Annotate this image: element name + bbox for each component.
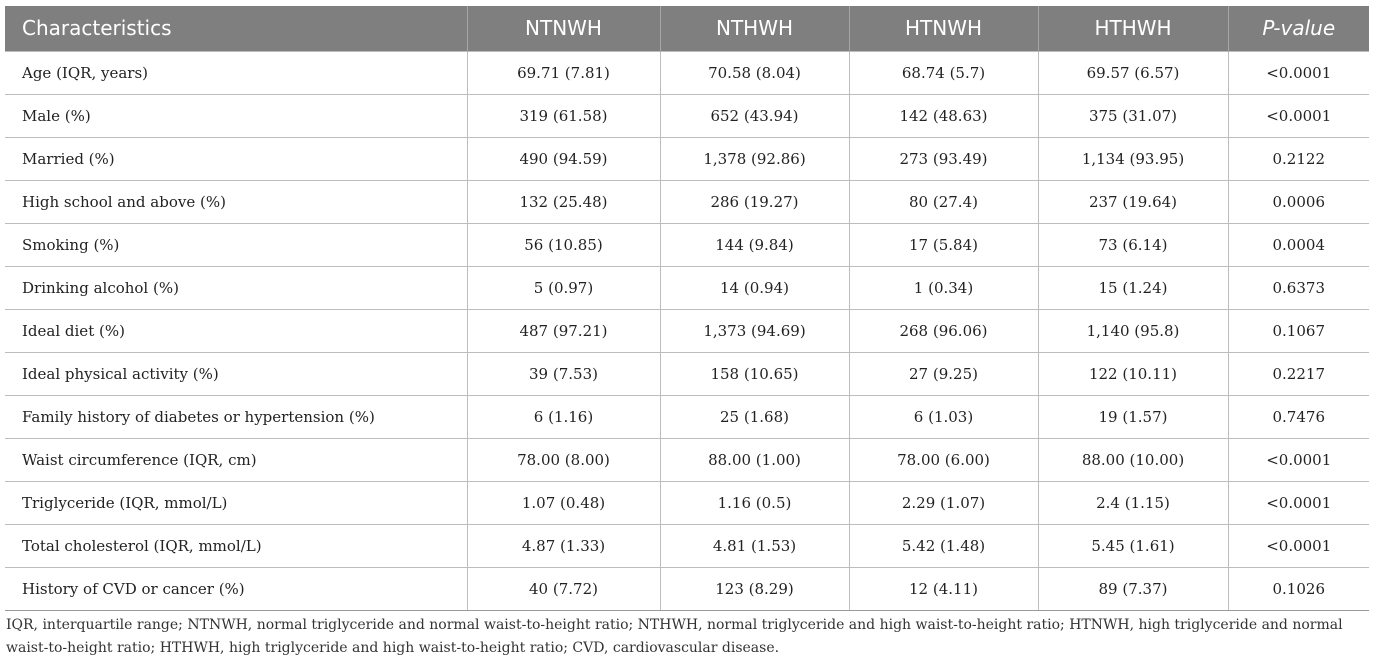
cell-p-value: 0.6373 <box>1228 266 1369 309</box>
table-row <box>5 438 1369 481</box>
cell-hthwh: 1,140 (95.8) <box>1038 309 1228 352</box>
row-label: Smoking (%) <box>5 223 467 266</box>
row-label: Total cholesterol (IQR, mmol/L) <box>5 524 467 567</box>
cell-ntnwh: 5 (0.97) <box>467 266 660 309</box>
table-row <box>5 524 1369 567</box>
cell-ntnwh: 4.87 (1.33) <box>467 524 660 567</box>
cell-hthwh: 5.45 (1.61) <box>1038 524 1228 567</box>
cell-nthwh: 1,373 (94.69) <box>660 309 849 352</box>
table-row <box>5 137 1369 180</box>
header-characteristics: Characteristics <box>5 6 467 51</box>
cell-nthwh: 25 (1.68) <box>660 395 849 438</box>
cell-htnwh: 17 (5.84) <box>849 223 1038 266</box>
cell-p-value: <0.0001 <box>1228 51 1369 94</box>
cell-hthwh: 375 (31.07) <box>1038 94 1228 137</box>
cell-ntnwh: 69.71 (7.81) <box>467 51 660 94</box>
cell-hthwh: 73 (6.14) <box>1038 223 1228 266</box>
cell-htnwh: 80 (27.4) <box>849 180 1038 223</box>
cell-p-value: <0.0001 <box>1228 94 1369 137</box>
cell-ntnwh: 490 (94.59) <box>467 137 660 180</box>
table-row <box>5 266 1369 309</box>
cell-p-value: 0.1067 <box>1228 309 1369 352</box>
table-row <box>5 51 1369 94</box>
header-hthwh: HTHWH <box>1038 6 1228 51</box>
table-body <box>5 51 1369 610</box>
header-ntnwh: NTNWH <box>467 6 660 51</box>
cell-nthwh: 1.16 (0.5) <box>660 481 849 524</box>
table-row <box>5 352 1369 395</box>
cell-htnwh: 268 (96.06) <box>849 309 1038 352</box>
cell-htnwh: 68.74 (5.7) <box>849 51 1038 94</box>
cell-nthwh: 14 (0.94) <box>660 266 849 309</box>
row-label: High school and above (%) <box>5 180 467 223</box>
row-label: Ideal diet (%) <box>5 309 467 352</box>
table-row <box>5 481 1369 524</box>
cell-ntnwh: 1.07 (0.48) <box>467 481 660 524</box>
row-label: Waist circumference (IQR, cm) <box>5 438 467 481</box>
cell-ntnwh: 487 (97.21) <box>467 309 660 352</box>
row-label: Triglyceride (IQR, mmol/L) <box>5 481 467 524</box>
cell-hthwh: 89 (7.37) <box>1038 567 1228 610</box>
characteristics-table <box>5 6 1369 611</box>
table-header <box>5 6 1369 51</box>
cell-ntnwh: 39 (7.53) <box>467 352 660 395</box>
cell-htnwh: 5.42 (1.48) <box>849 524 1038 567</box>
table-row <box>5 180 1369 223</box>
cell-p-value: 0.7476 <box>1228 395 1369 438</box>
cell-hthwh: 122 (10.11) <box>1038 352 1228 395</box>
cell-p-value: <0.0001 <box>1228 438 1369 481</box>
cell-ntnwh: 56 (10.85) <box>467 223 660 266</box>
characteristics-table-container <box>5 6 1369 611</box>
row-label: Family history of diabetes or hypertension (%) <box>5 395 467 438</box>
cell-p-value: 0.0006 <box>1228 180 1369 223</box>
cell-nthwh: 144 (9.84) <box>660 223 849 266</box>
cell-nthwh: 1,378 (92.86) <box>660 137 849 180</box>
row-label: History of CVD or cancer (%) <box>5 567 467 610</box>
cell-ntnwh: 319 (61.58) <box>467 94 660 137</box>
cell-p-value: 0.2217 <box>1228 352 1369 395</box>
table-row <box>5 94 1369 137</box>
cell-hthwh: 15 (1.24) <box>1038 266 1228 309</box>
cell-htnwh: 27 (9.25) <box>849 352 1038 395</box>
cell-hthwh: 1,134 (93.95) <box>1038 137 1228 180</box>
cell-nthwh: 88.00 (1.00) <box>660 438 849 481</box>
cell-ntnwh: 40 (7.72) <box>467 567 660 610</box>
row-label: Age (IQR, years) <box>5 51 467 94</box>
table-row <box>5 567 1369 610</box>
cell-ntnwh: 132 (25.48) <box>467 180 660 223</box>
cell-p-value: 0.2122 <box>1228 137 1369 180</box>
cell-nthwh: 286 (19.27) <box>660 180 849 223</box>
header-p-value: P-value <box>1262 16 1336 41</box>
cell-hthwh: 237 (19.64) <box>1038 180 1228 223</box>
cell-htnwh: 142 (48.63) <box>849 94 1038 137</box>
cell-nthwh: 158 (10.65) <box>660 352 849 395</box>
cell-p-value: 0.0004 <box>1228 223 1369 266</box>
cell-nthwh: 70.58 (8.04) <box>660 51 849 94</box>
table-footnote: IQR, interquartile range; NTNWH, normal triglyceride and normal waist-to-height ratio; NTHWH, normal triglyceride and high waist-to-height ratio; HTNWH, high triglyceride and normal waist-to-height ratio; HTHWH, high triglyceride and high waist-to-height ratio; CVD, cardiovascular disease. <box>6 617 1343 656</box>
cell-hthwh: 2.4 (1.15) <box>1038 481 1228 524</box>
row-label: Ideal physical activity (%) <box>5 352 467 395</box>
cell-hthwh: 88.00 (10.00) <box>1038 438 1228 481</box>
table-row <box>5 223 1369 266</box>
cell-htnwh: 78.00 (6.00) <box>849 438 1038 481</box>
cell-nthwh: 652 (43.94) <box>660 94 849 137</box>
cell-htnwh: 273 (93.49) <box>849 137 1038 180</box>
cell-hthwh: 69.57 (6.57) <box>1038 51 1228 94</box>
row-label: Drinking alcohol (%) <box>5 266 467 309</box>
header-nthwh: NTHWH <box>660 6 849 51</box>
cell-p-value: 0.1026 <box>1228 567 1369 610</box>
cell-htnwh: 1 (0.34) <box>849 266 1038 309</box>
table-row <box>5 309 1369 352</box>
header-row <box>5 6 1369 51</box>
cell-ntnwh: 6 (1.16) <box>467 395 660 438</box>
row-label: Married (%) <box>5 137 467 180</box>
cell-p-value: <0.0001 <box>1228 481 1369 524</box>
cell-p-value: <0.0001 <box>1228 524 1369 567</box>
cell-nthwh: 4.81 (1.53) <box>660 524 849 567</box>
cell-nthwh: 123 (8.29) <box>660 567 849 610</box>
cell-htnwh: 2.29 (1.07) <box>849 481 1038 524</box>
table-row <box>5 395 1369 438</box>
cell-htnwh: 12 (4.11) <box>849 567 1038 610</box>
row-label: Male (%) <box>5 94 467 137</box>
cell-htnwh: 6 (1.03) <box>849 395 1038 438</box>
cell-hthwh: 19 (1.57) <box>1038 395 1228 438</box>
cell-ntnwh: 78.00 (8.00) <box>467 438 660 481</box>
header-htnwh: HTNWH <box>849 6 1038 51</box>
